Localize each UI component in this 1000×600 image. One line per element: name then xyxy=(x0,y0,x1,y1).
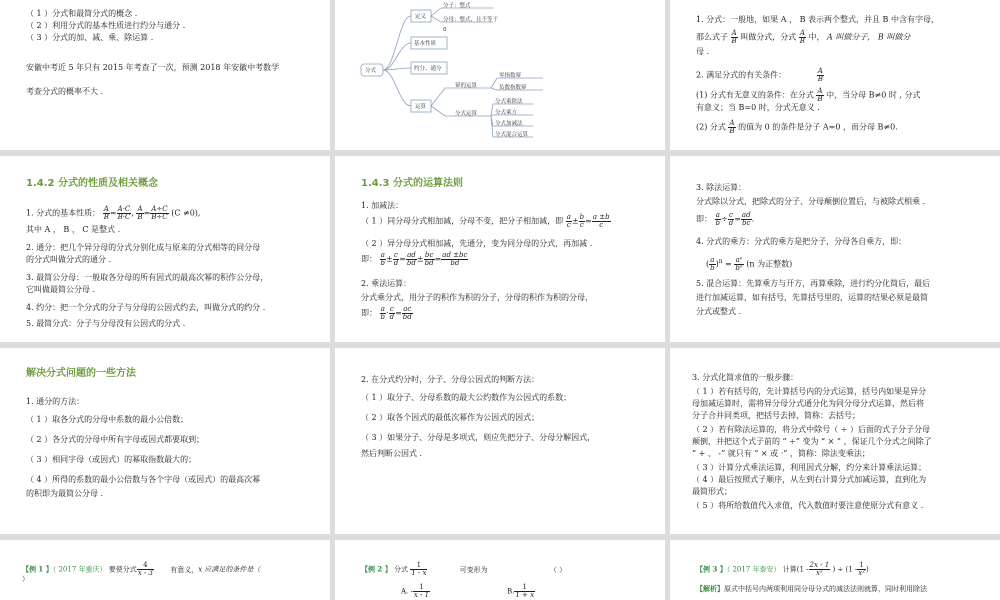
operations-line-2: （ 1 ）同分母分式相加减，分母不变，把分子相加减，即 $\frac{a}{c}$ ± $\frac{b}{c}$ = $\frac{a \pm b}{c}$ xyxy=(361,213,610,229)
methods-line-3: （ 2 ）各分式的分母中所有字母或因式都要取到； xyxy=(26,435,205,444)
example-2-option-b: B. $\frac{1}{1 + x}$ xyxy=(507,583,535,599)
slide-mindmap xyxy=(335,0,665,150)
slide-overview xyxy=(0,0,330,150)
slide-methods xyxy=(0,348,330,534)
operations-title: 1.4.3 分式的运算法则 xyxy=(361,178,463,189)
mindmap-calc-4: 分式混合运算 xyxy=(495,132,529,138)
example-3-solution: 【解析】原式中括号内两项利用同分母分式的减法法则就算，同时利用除法 xyxy=(696,584,927,593)
division-line-5: 5. 混合运算：先算乘方与开方，再算乘除，进行约分化简后，最后 xyxy=(696,279,931,288)
example-2-tag: 【例 2 】 xyxy=(361,564,392,574)
reduction-line-2: （ 1 ）取分子、分母系数的最大公约数作为公因式的系数； xyxy=(361,393,572,402)
overview-item-2: （ 2 ）利用分式的基本性质进行约分与通分 . xyxy=(26,21,186,30)
mindmap-calc-2: 分式乘方 xyxy=(495,110,518,116)
def-line-7: (2) 分式 $\frac{A}{B}$ 的值为 0 的条件是分子 A=0 ，而分母 B≠0. xyxy=(696,119,898,135)
operations-line-7: 即： $\frac{a}{b}$ · $\frac{c}{d}$ = $\frac{ac}{bd}$ xyxy=(361,305,412,321)
mindmap-basic: 基本性质 xyxy=(414,41,437,47)
reduction-line-4: （ 3 ）如果分子、分母是多项式，则应先把分子、分母分解因式， xyxy=(361,433,596,442)
mindmap-pow: 幂的运算 xyxy=(455,83,478,89)
properties-line-8: 5. 最简分式：分子与分母没有公因式的分式 . xyxy=(26,319,186,328)
methods-line-1: 1. 通分的方法： xyxy=(26,397,85,406)
steps-line-6: 颠倒，并把这个式子前的 “ ÷” 变为 “ × ” ，保证几个分式之间除了 xyxy=(692,437,932,446)
properties-line-3: 2. 通分：把几个异分母的分式分别化成与原来的分式相等的同分母 xyxy=(26,243,261,252)
steps-line-1: 3. 分式化简求值的一般步骤： xyxy=(692,373,799,382)
properties-line-6: 它叫做最简公分母 . xyxy=(26,285,96,294)
mindmap-pow-b: 负数指数幂 xyxy=(499,85,527,91)
division-line-1: 3. 除法运算： xyxy=(696,183,747,192)
operations-line-1: 1. 加减法： xyxy=(361,201,404,210)
steps-line-5: （ 2 ）若有除法运算的，将分式中除号（ ÷ ）后面的式子分子分母 xyxy=(692,425,930,434)
methods-line-5: （ 4 ）所得的系数的最小公倍数与各个字母（或因式）的最高次幂 xyxy=(26,475,261,484)
methods-line-4: （ 3 ）相同字母（或因式）的幂取指数最大的； xyxy=(26,455,197,464)
division-power: ( $\frac{a}{b}$ )$^n$ = $\frac{\text{aⁿ}}{\text{bⁿ}}$ (n 为正整数) xyxy=(706,256,793,273)
overview-note-2: 考查分式的概率不大 . xyxy=(26,87,104,96)
reduction-line-3: （ 2 ）取各个因式的最低次幂作为公因式的因式； xyxy=(361,413,540,422)
properties-line-2: 其中 A ， B ， C 是整式 . xyxy=(26,225,121,234)
properties-line-4: 的分式叫做分式的通分 . xyxy=(26,255,112,264)
steps-line-8: （ 3 ）计算分式乘法运算，利用因式分解，约分来计算乘法运算； xyxy=(692,463,927,472)
slide-example-2 xyxy=(335,540,665,600)
steps-line-2: （ 1 ）若有括号的，先计算括号内的分式运算，括号内如果是异分 xyxy=(692,387,927,396)
slide-operations xyxy=(335,156,665,342)
mindmap-def-b2: 0 xyxy=(443,27,447,33)
properties-line-1: 1. 分式的基本性质： $\frac{A}{B}$ = $\frac{A\cdot C}{B\cdot C}$ , $\frac{A}{B}$ = $\frac{A\div C}{B\div C}$ (C ≠0), xyxy=(26,205,201,221)
mindmap-diagram xyxy=(335,0,665,150)
mindmap-root: 分式 xyxy=(365,68,377,74)
overview-item-3: （ 3 ）分式的加、减、乘、除运算 . xyxy=(26,33,154,42)
example-2-question: 【例 2 】 分式 $\frac{1}{1 - x}$ 可变形为 （ ） xyxy=(361,561,567,577)
division-line-7: 分式或整式 . xyxy=(696,307,742,316)
slide-example-1 xyxy=(0,540,330,600)
def-line-4: 2. 满足分式的有关条件： $\frac{A}{B}$ xyxy=(696,67,823,83)
operations-line-3: （ 2 ）异分母分式相加减，先通分，变为同分母的分式，再加减 . xyxy=(361,239,593,248)
reduction-line-5: 然后判断公因式 . xyxy=(361,449,423,458)
mindmap-ops: 运算 xyxy=(415,104,427,110)
def-line-2: 那么式子 $\frac{A}{B}$ 叫做分式，分式 $\frac{A}{B}$ 中， A 叫做分子， B 叫做分 xyxy=(696,29,911,45)
properties-line-7: 4. 约分：把一个分式的分子与分母的公因式约去，叫做分式的约分 . xyxy=(26,303,266,312)
slide-reduction xyxy=(335,348,665,534)
mindmap-calc-1: 分式乘除法 xyxy=(495,99,523,105)
steps-line-4: 分子合并同类项，把括号去掉，简称：去括号； xyxy=(692,411,860,420)
slide-example-3 xyxy=(670,540,1000,600)
steps-line-9: （ 4 ）最后按照式子顺序，从左到右计算分式加减运算，直到化为 xyxy=(692,475,927,484)
mindmap-calc: 分式运算 xyxy=(455,111,478,117)
def-line-3: 母 . xyxy=(696,47,710,56)
operations-line-5: 2. 乘法运算： xyxy=(361,279,412,288)
operations-line-6: 分式乘分式，用分子的积作为积的分子，分母的积作为积的分母， xyxy=(361,293,593,302)
mindmap-pow-a: 零指数幂 xyxy=(499,73,522,79)
example-3-tag: 【例 3 】 xyxy=(696,564,727,574)
mindmap-calc-3: 分式加减法 xyxy=(495,121,523,127)
division-line-6: 进行加减运算，如有括号，先算括号里的，运算的结果必须是最简 xyxy=(696,293,928,302)
methods-line-2: （ 1 ）取各分式的分母中系数的最小公倍数； xyxy=(26,415,189,424)
steps-line-7: “ + 、 -” 就只有 “ × 或 ·” ，简称：除法变乘法； xyxy=(692,449,870,458)
mindmap-def-b: 分母：整式，且不等于 xyxy=(443,17,499,23)
methods-line-6: 的积即为最简公分母 . xyxy=(26,489,104,498)
methods-title: 解决分式问题的一些方法 xyxy=(26,368,136,379)
steps-line-11: （ 5 ）将所给数值代入求值，代入数值时要注意使原分式有意义 . xyxy=(692,501,924,510)
reduction-line-1: 2. 在分式约分时，分子、分母公因式的判断方法： xyxy=(361,375,540,384)
steps-line-3: 母加减运算时，需将异分母分式通分化为同分母分式运算，然后将 xyxy=(692,399,924,408)
example-1-paren: ） xyxy=(22,575,29,583)
slide-division xyxy=(670,156,1000,342)
division-line-2: 分式除以分式，把除式的分子、分母颠倒位置后，与被除式相乘 . xyxy=(696,197,926,206)
properties-line-5: 3. 最简公分母：一般取各分母的所有因式的最高次幂的积作公分母， xyxy=(26,273,269,282)
overview-note-1: 安徽中考近 5 年只有 2015 年考查了一次，预测 2018 年安徽中考数学 xyxy=(26,63,280,72)
slide-properties xyxy=(0,156,330,342)
def-line-5: (1) 分式有无意义的条件：在分式 $\frac{A}{B}$ 中，当分母 B≠0 时 , 分式 xyxy=(696,87,921,103)
example-1-tag: 【例 1 】 xyxy=(22,564,53,574)
slide-definition xyxy=(670,0,1000,150)
example-1-question: 【例 1 】（ 2017 年重庆） 要使分式 $\frac{4}{x - 3}$ 有意义，x 应满足的条件是（ xyxy=(22,561,261,577)
example-3-question: 【例 3 】（ 2017 年泰安） 计算(1 - $\frac{2x - 1}{\text{x²}}$ ) ÷ (1 - $\frac{1}{\text{x²}}$ ) xyxy=(696,561,869,577)
division-line-3: 即： $\frac{a}{b}$ ÷ $\frac{c}{d}$ = $\frac{ad}{bc}$ . xyxy=(696,211,755,227)
properties-title: 1.4.2 分式的性质及相关概念 xyxy=(26,178,158,189)
slide-simplify-steps xyxy=(670,348,1000,534)
def-line-1: 1. 分式：一般地，如果 A ， B 表示两个整式，并且 B 中含有字母， xyxy=(696,15,939,24)
steps-line-10: 最简形式； xyxy=(692,487,732,496)
mindmap-def-a: 分子：整式 xyxy=(443,3,471,9)
mindmap-def: 定义 xyxy=(415,14,427,20)
division-line-4: 4. 分式的乘方：分式的乘方是把分子，分母各自乘方，即： xyxy=(696,237,907,246)
def-line-6: 有意义；当 B=0 时，分式无意义 . xyxy=(696,103,820,112)
overview-item-1: （ 1 ）分式和最简分式的概念 . xyxy=(26,9,138,18)
example-2-option-a: A. - $\frac{1}{x - 1}$ xyxy=(401,583,430,599)
mindmap-reduce: 约分、通分 xyxy=(414,66,442,72)
operations-line-4: 即： $\frac{a}{b}$ ± $\frac{c}{d}$ = $\frac{ad}{bd}$ ± $\frac{bc}{bd}$ = $\frac{ad \pm bc}{bd}$ xyxy=(361,251,468,267)
